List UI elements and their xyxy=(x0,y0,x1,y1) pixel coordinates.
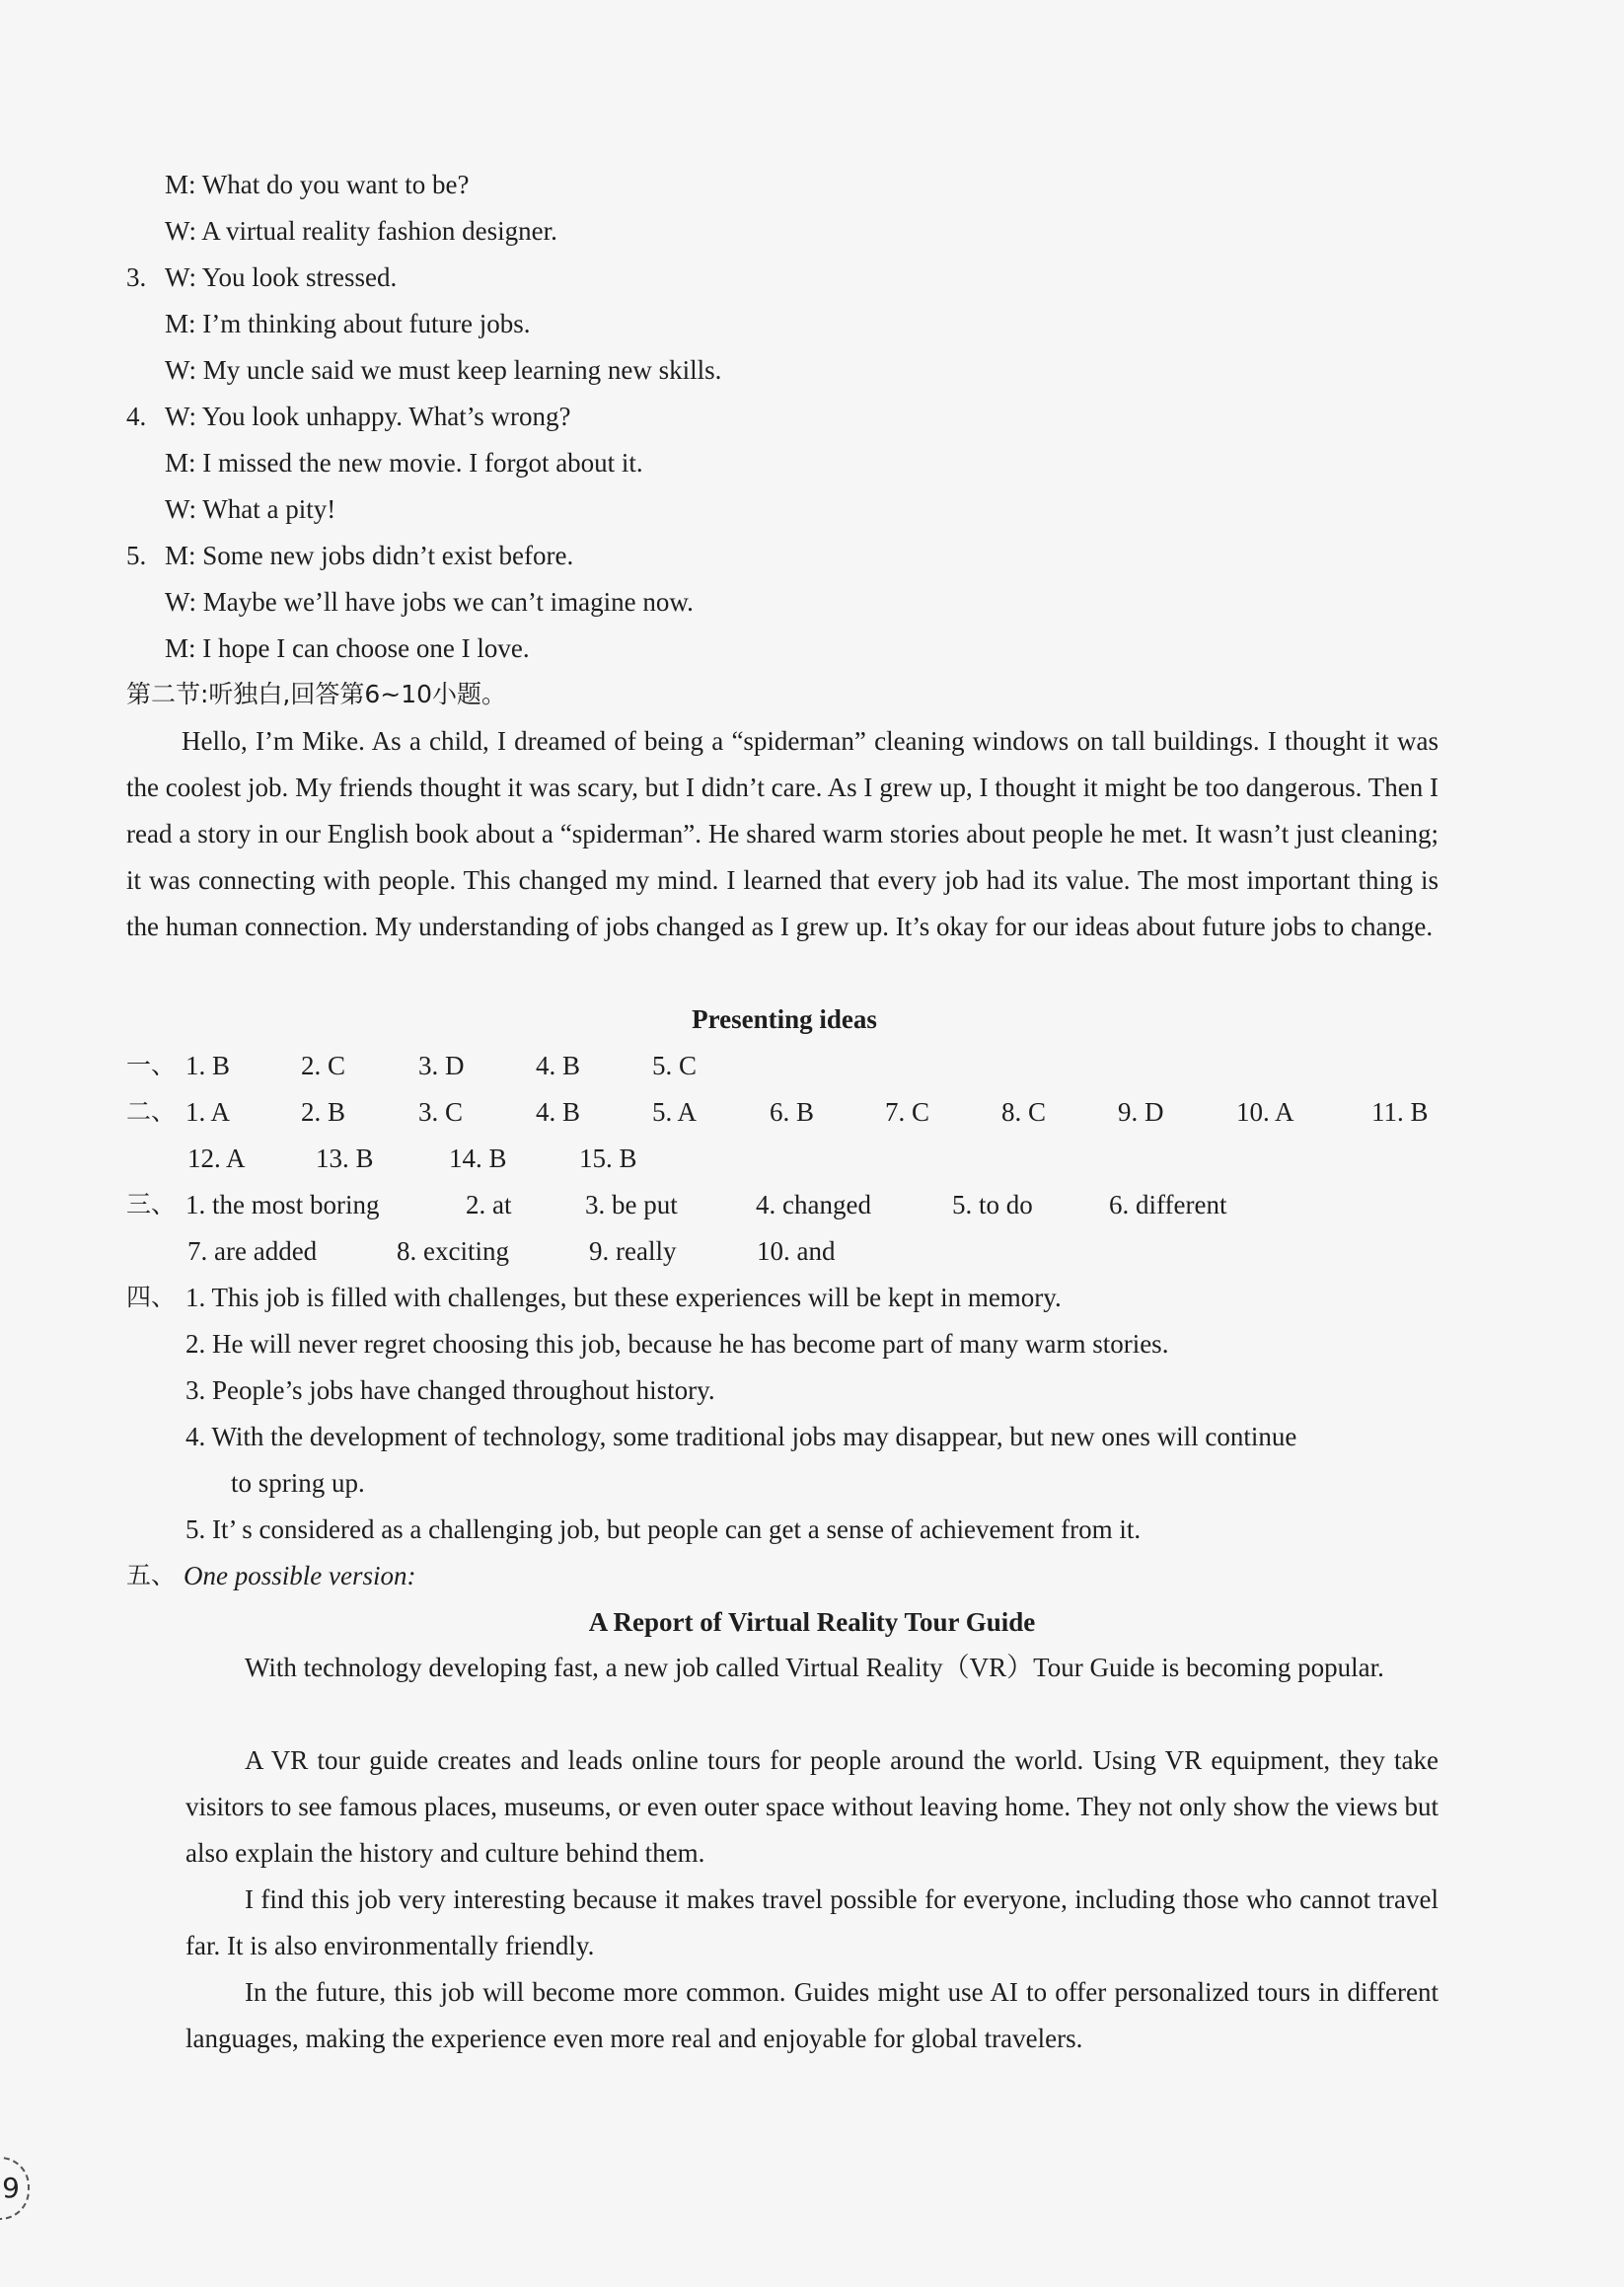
answer: 4. changed xyxy=(756,1190,871,1219)
answer: 4. B xyxy=(536,1051,581,1080)
answer-sentence: 5. It’ s considered as a challenging job, but people can get a sense of achievement from it. xyxy=(185,1514,1142,1544)
part-label: 五、 xyxy=(126,1561,177,1589)
dialogue-number: 4. xyxy=(126,402,147,431)
essay-title: A Report of Virtual Reality Tour Guide xyxy=(588,1607,1036,1637)
dialogue-line: W: Maybe we’ll have jobs we can’t imagine now. xyxy=(165,587,694,617)
answer: 3. be put xyxy=(585,1190,678,1219)
part-label: 二、 xyxy=(126,1097,177,1126)
answer: 11. B xyxy=(1371,1097,1429,1127)
dialogue-number: 3. xyxy=(126,262,147,292)
answer-sentence: 2. He will never regret choosing this job, because he has become part of many warm stories. xyxy=(185,1329,1169,1359)
answer: 2. at xyxy=(466,1190,512,1219)
dialogue-line: M: Some new jobs didn’t exist before. xyxy=(165,541,574,570)
answer: 2. B xyxy=(301,1097,346,1127)
dialogue-line: M: What do you want to be? xyxy=(165,170,470,199)
answer: 9. D xyxy=(1118,1097,1164,1127)
dialogue-line: W: You look unhappy. What’s wrong? xyxy=(165,402,571,431)
answer: 6. B xyxy=(770,1097,815,1127)
section-title: 第二节:听独白,回答第6~10小题。 xyxy=(126,680,507,708)
page-number: 9 xyxy=(0,2157,30,2220)
answer: 1. B xyxy=(185,1051,231,1080)
answer: 2. C xyxy=(301,1051,346,1080)
dialogue-line: W: My uncle said we must keep learning new skills. xyxy=(165,355,722,385)
answer: 3. C xyxy=(418,1097,464,1127)
answer: 1. the most boring xyxy=(185,1190,380,1219)
answer-sentence: 1. This job is filled with challenges, but these experiences will be kept in memory. xyxy=(185,1283,1062,1312)
answer: 4. B xyxy=(536,1097,581,1127)
presenting-ideas-heading: Presenting ideas xyxy=(692,1004,877,1034)
dialogue-line: M: I hope I can choose one I love. xyxy=(165,633,530,663)
answer: 15. B xyxy=(579,1144,637,1173)
answer: 10. A xyxy=(1236,1097,1294,1127)
monologue-paragraph: Hello, I’m Mike. As a child, I dreamed of being a “spiderman” cleaning windows on tall buildings. I thought it was the coolest job. My friends thought it was scary, but I didn’t care. As I grew up, I thought it might be too dangerous. Then I read a story in our English book about a “spiderman”. He shared warm stories about people he met. It wasn’t just cleaning; it was connecting with people. This changed my mind. I learned that every job had its value. The most important thing is the human connection. My understanding of jobs changed as I grew up. It’s okay for our ideas about future jobs to change. xyxy=(126,726,1439,941)
essay-paragraph: With technology developing fast, a new job called Virtual Reality（VR）Tour Guide is becoming popular. xyxy=(245,1653,1384,1682)
answer: 14. B xyxy=(449,1144,507,1173)
sample-essay-intro: One possible version: xyxy=(184,1561,416,1590)
essay-paragraph: A VR tour guide creates and leads online tours for people around the world. Using VR equipment, they take visitors to see famous places, museums, or even outer space without leaving home. They not only show the views but also explain the history and culture behind them. xyxy=(185,1745,1439,1868)
answer: 7. are added xyxy=(187,1236,318,1266)
answer: 3. D xyxy=(418,1051,465,1080)
dialogue-line: W: What a pity! xyxy=(165,494,336,524)
part-label: 四、 xyxy=(126,1283,177,1311)
answer: 8. C xyxy=(1001,1097,1047,1127)
answer: 13. B xyxy=(316,1144,374,1173)
answer-sentence: 4. With the development of technology, some traditional jobs may disappear, but new ones will continue xyxy=(185,1422,1297,1451)
dialogue-line: W: You look stressed. xyxy=(165,262,398,292)
dialogue-line: M: I missed the new movie. I forgot about it. xyxy=(165,448,643,478)
answer-sentence-continued: to spring up. xyxy=(231,1468,365,1498)
answer: 5. C xyxy=(652,1051,698,1080)
answer: 6. different xyxy=(1109,1190,1227,1219)
answer: 10. and xyxy=(757,1236,836,1266)
answer: 12. A xyxy=(187,1144,246,1173)
part-label: 三、 xyxy=(126,1190,177,1218)
part-label: 一、 xyxy=(126,1051,177,1079)
essay-paragraph: In the future, this job will become more common. Guides might use AI to offer personalized tours in different languages, making the experience even more real and enjoyable for global travelers. xyxy=(185,1977,1439,2053)
answer: 5. to do xyxy=(952,1190,1033,1219)
answer-sentence: 3. People’s jobs have changed throughout history. xyxy=(185,1375,715,1405)
answer: 5. A xyxy=(652,1097,698,1127)
answer: 1. A xyxy=(185,1097,231,1127)
dialogue-line: W: A virtual reality fashion designer. xyxy=(165,216,557,246)
essay-paragraph: I find this job very interesting because it makes travel possible for everyone, including those who cannot travel far. It is also environmentally friendly. xyxy=(185,1884,1439,1960)
dialogue-line: M: I’m thinking about future jobs. xyxy=(165,309,531,338)
answer: 8. exciting xyxy=(397,1236,509,1266)
answer: 7. C xyxy=(885,1097,930,1127)
answer: 9. really xyxy=(589,1236,677,1266)
dialogue-number: 5. xyxy=(126,541,147,570)
